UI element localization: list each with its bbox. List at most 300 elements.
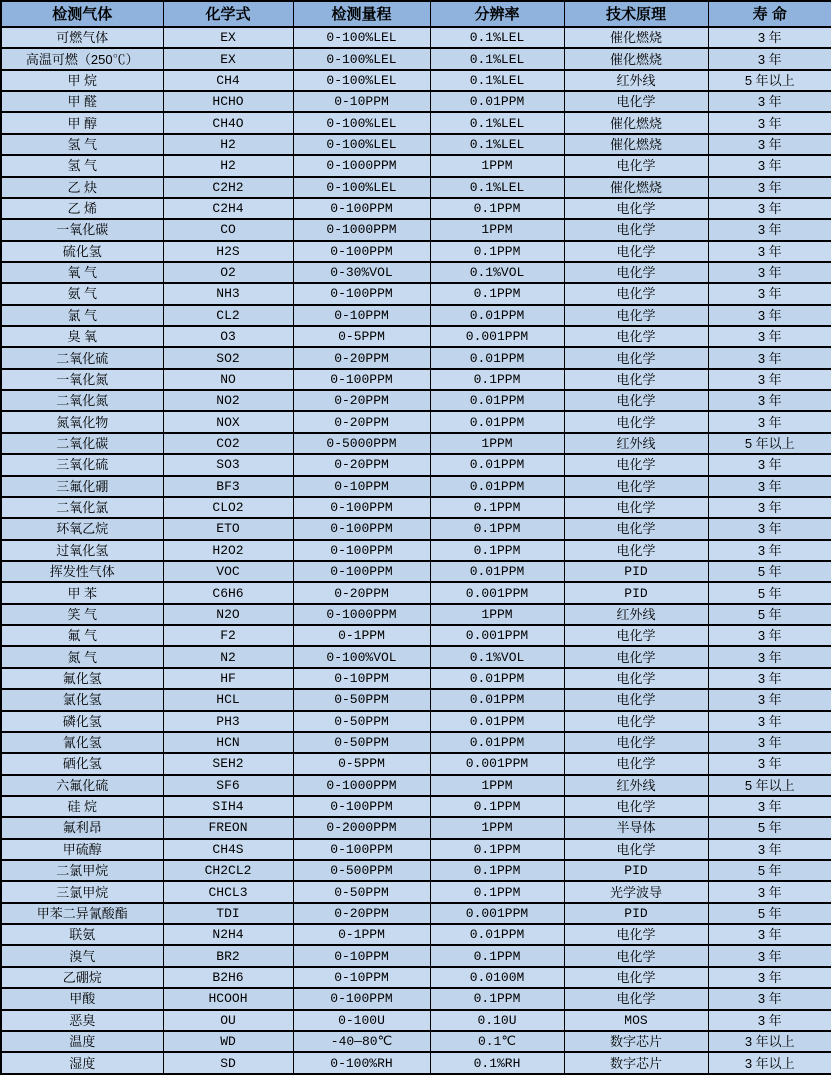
table-cell: 半导体 [564,817,708,838]
table-cell: 红外线 [564,775,708,796]
table-cell: 电化学 [564,711,708,732]
table-cell: N2H4 [163,924,293,945]
table-cell: 0-100%LEL [293,48,430,69]
table-cell: 氧 气 [1,262,163,283]
table-row [1,48,831,69]
table-cell: 氯化氢 [1,689,163,710]
table-cell: 湿度 [1,1052,163,1074]
table-cell: 0.01PPM [430,390,564,411]
table-cell: 1PPM [430,775,564,796]
table-cell: 0.1%LEL [430,177,564,198]
table-cell: 0-100%RH [293,1052,430,1074]
table-cell: 硒化氢 [1,753,163,774]
table-row [1,177,831,198]
table-body [1,27,831,1074]
table-row [1,91,831,112]
table-cell: 0.001PPM [430,753,564,774]
table-cell: 0.01PPM [430,305,564,326]
table-cell: 3 年以上 [708,1052,831,1074]
table-row [1,753,831,774]
table-cell: 电化学 [564,796,708,817]
table-row [1,924,831,945]
table-row [1,70,831,91]
table-row [1,134,831,155]
table-cell: 3 年 [708,839,831,860]
table-cell: 0-10PPM [293,668,430,689]
table-cell: 5 年以上 [708,70,831,91]
table-cell: 3 年 [708,1010,831,1031]
table-row [1,326,831,347]
column-header-resolution: 分辨率 [430,1,564,27]
table-cell: 0-1000PPM [293,604,430,625]
table-cell: 电化学 [564,689,708,710]
table-cell: 二氧化硫 [1,347,163,368]
table-cell: 3 年 [708,219,831,240]
table-cell: 3 年以上 [708,1031,831,1052]
table-cell: O2 [163,262,293,283]
table-cell: 0-1PPM [293,924,430,945]
table-row [1,945,831,966]
table-cell: 电化学 [564,518,708,539]
table-cell: 乙 烯 [1,198,163,219]
table-cell: NO [163,369,293,390]
table-cell: 0-50PPM [293,689,430,710]
table-cell: 3 年 [708,347,831,368]
column-header-formula: 化学式 [163,1,293,27]
table-cell: 3 年 [708,732,831,753]
table-cell: 电化学 [564,668,708,689]
table-cell: 0.1PPM [430,241,564,262]
table-cell: 0.1PPM [430,860,564,881]
table-cell: FREON [163,817,293,838]
table-cell: 0-20PPM [293,903,430,924]
table-header-row [1,1,831,27]
table-cell: 0.0100M [430,967,564,988]
table-cell: 0.1PPM [430,839,564,860]
table-cell: 3 年 [708,177,831,198]
table-cell: N2O [163,604,293,625]
table-cell: 数字芯片 [564,1052,708,1074]
table-cell: 0.001PPM [430,625,564,646]
table-cell: 氢 气 [1,134,163,155]
table-cell: HCOOH [163,988,293,1009]
table-cell: NOX [163,411,293,432]
table-cell: 5 年以上 [708,775,831,796]
table-cell: SO2 [163,347,293,368]
table-cell: 0-20PPM [293,390,430,411]
table-cell: 3 年 [708,305,831,326]
table-row [1,112,831,133]
table-row [1,497,831,518]
table-cell: 0-50PPM [293,881,430,902]
table-cell: 0.01PPM [430,411,564,432]
table-cell: 电化学 [564,839,708,860]
table-cell: 0.1%VOL [430,646,564,667]
table-cell: 0-100PPM [293,561,430,582]
table-cell: 3 年 [708,689,831,710]
table-cell: 0-5PPM [293,326,430,347]
table-cell: 0-5PPM [293,753,430,774]
table-cell: 电化学 [564,497,708,518]
table-cell: F2 [163,625,293,646]
table-cell: NO2 [163,390,293,411]
table-cell: 氮 气 [1,646,163,667]
table-row [1,433,831,454]
table-cell: 臭 氧 [1,326,163,347]
table-cell: TDI [163,903,293,924]
table-cell: 3 年 [708,411,831,432]
table-cell: 0.001PPM [430,582,564,603]
table-cell: 3 年 [708,497,831,518]
table-cell: 挥发性气体 [1,561,163,582]
table-row [1,604,831,625]
table-cell: 0.1PPM [430,945,564,966]
table-cell: HCN [163,732,293,753]
table-cell: 5 年 [708,561,831,582]
table-cell: B2H6 [163,967,293,988]
table-cell: 3 年 [708,988,831,1009]
table-cell: WD [163,1031,293,1052]
table-cell: 乙硼烷 [1,967,163,988]
table-cell: 3 年 [708,91,831,112]
table-cell: 电化学 [564,924,708,945]
table-cell: PH3 [163,711,293,732]
table-row [1,454,831,475]
table-cell: 0.1%LEL [430,112,564,133]
table-cell: 0.01PPM [430,454,564,475]
table-cell: 0.1%LEL [430,134,564,155]
table-cell: 0-20PPM [293,411,430,432]
table-cell: 3 年 [708,134,831,155]
table-cell: 1PPM [430,433,564,454]
table-cell: 电化学 [564,91,708,112]
table-row [1,540,831,561]
table-cell: 磷化氢 [1,711,163,732]
table-cell: 3 年 [708,540,831,561]
table-row [1,988,831,1009]
table-cell: 电化学 [564,347,708,368]
table-row [1,1010,831,1031]
table-cell: 0.1PPM [430,881,564,902]
table-row [1,646,831,667]
table-cell: 电化学 [564,967,708,988]
table-cell: HF [163,668,293,689]
table-row [1,283,831,304]
table-cell: 0-1PPM [293,625,430,646]
table-cell: 5 年以上 [708,433,831,454]
table-cell: 电化学 [564,988,708,1009]
table-cell: 0.1PPM [430,497,564,518]
table-cell: 0-100%LEL [293,134,430,155]
table-cell: 电化学 [564,219,708,240]
table-cell: 电化学 [564,945,708,966]
table-cell: CH4S [163,839,293,860]
table-cell: 氟 气 [1,625,163,646]
table-cell: PID [564,860,708,881]
table-cell: SO3 [163,454,293,475]
table-cell: 0-20PPM [293,582,430,603]
table-row [1,27,831,48]
table-cell: 0-20PPM [293,347,430,368]
table-cell: 3 年 [708,369,831,390]
table-cell: 1PPM [430,155,564,176]
table-cell: 红外线 [564,604,708,625]
table-cell: 氯 气 [1,305,163,326]
table-row [1,262,831,283]
table-cell: 电化学 [564,540,708,561]
table-row [1,390,831,411]
table-cell: 电化学 [564,241,708,262]
table-cell: 笑 气 [1,604,163,625]
table-row [1,198,831,219]
table-row [1,476,831,497]
table-row [1,241,831,262]
table-cell: NH3 [163,283,293,304]
table-cell: 1PPM [430,219,564,240]
table-cell: 3 年 [708,967,831,988]
table-cell: C6H6 [163,582,293,603]
table-row [1,155,831,176]
table-cell: 电化学 [564,305,708,326]
table-cell: 0.01PPM [430,668,564,689]
table-cell: 0.1%LEL [430,70,564,91]
table-cell: 氰化氢 [1,732,163,753]
table-cell: 0.01PPM [430,347,564,368]
table-cell: 3 年 [708,454,831,475]
table-cell: 0-100PPM [293,198,430,219]
table-cell: PID [564,561,708,582]
table-row [1,967,831,988]
table-cell: 氟利昂 [1,817,163,838]
table-cell: 甲 醛 [1,91,163,112]
column-header-gas: 检测气体 [1,1,163,27]
table-cell: 3 年 [708,155,831,176]
table-cell: 0.1%RH [430,1052,564,1074]
table-cell: CL2 [163,305,293,326]
table-cell: 0.1℃ [430,1031,564,1052]
table-cell: 0.01PPM [430,476,564,497]
table-cell: 甲硫醇 [1,839,163,860]
column-header-range: 检测量程 [293,1,430,27]
table-cell: CH2CL2 [163,860,293,881]
table-cell: SEH2 [163,753,293,774]
table-cell: 3 年 [708,518,831,539]
table-cell: 二氯甲烷 [1,860,163,881]
table-cell: BF3 [163,476,293,497]
table-cell: 可燃气体 [1,27,163,48]
table-cell: 0-10PPM [293,476,430,497]
table-cell: 0.10U [430,1010,564,1031]
table-cell: 0.1%LEL [430,27,564,48]
table-cell: 电化学 [564,369,708,390]
table-cell: 3 年 [708,27,831,48]
table-cell: CHCL3 [163,881,293,902]
table-cell: 0-20PPM [293,454,430,475]
table-cell: 0-100PPM [293,241,430,262]
table-cell: 0-100PPM [293,540,430,561]
table-cell: 0-100PPM [293,369,430,390]
table-cell: 环氧乙烷 [1,518,163,539]
table-cell: 红外线 [564,70,708,91]
table-cell: 电化学 [564,262,708,283]
table-cell: 0-2000PPM [293,817,430,838]
table-cell: 3 年 [708,668,831,689]
table-row [1,903,831,924]
table-cell: 0-100%VOL [293,646,430,667]
table-cell: 5 年 [708,604,831,625]
table-cell: 二氧化碳 [1,433,163,454]
table-row [1,817,831,838]
table-row [1,305,831,326]
table-cell: 甲 烷 [1,70,163,91]
table-row [1,369,831,390]
table-cell: 催化燃烧 [564,177,708,198]
table-cell: HCHO [163,91,293,112]
table-cell: OU [163,1010,293,1031]
table-cell: C2H4 [163,198,293,219]
table-cell: 三氯甲烷 [1,881,163,902]
table-cell: 0-100PPM [293,796,430,817]
table-cell: 0.1PPM [430,988,564,1009]
table-row [1,347,831,368]
table-cell: 六氟化硫 [1,775,163,796]
table-cell: 电化学 [564,625,708,646]
table-cell: 0-10PPM [293,91,430,112]
table-cell: 电化学 [564,326,708,347]
table-cell: 3 年 [708,390,831,411]
table-cell: CO2 [163,433,293,454]
table-cell: HCL [163,689,293,710]
table-cell: 甲 苯 [1,582,163,603]
table-row [1,625,831,646]
table-cell: VOC [163,561,293,582]
table-cell: EX [163,27,293,48]
table-cell: 三氧化硫 [1,454,163,475]
table-cell: 0.1PPM [430,198,564,219]
table-cell: 5 年 [708,860,831,881]
table-cell: 0-100PPM [293,839,430,860]
table-cell: 3 年 [708,283,831,304]
table-cell: 高温可燃（250℃） [1,48,163,69]
table-cell: O3 [163,326,293,347]
table-cell: SF6 [163,775,293,796]
table-cell: 0.01PPM [430,689,564,710]
table-row [1,219,831,240]
table-cell: 催化燃烧 [564,27,708,48]
table-cell: 溴气 [1,945,163,966]
table-cell: 3 年 [708,326,831,347]
table-cell: -40—80℃ [293,1031,430,1052]
table-cell: SIH4 [163,796,293,817]
table-cell: 氢 气 [1,155,163,176]
table-cell: 0-100PPM [293,518,430,539]
column-header-lifespan: 寿 命 [708,1,831,27]
table-cell: PID [564,903,708,924]
table-cell: 电化学 [564,155,708,176]
table-row [1,411,831,432]
table-cell: 催化燃烧 [564,112,708,133]
table-cell: 0-100U [293,1010,430,1031]
table-cell: 红外线 [564,433,708,454]
table-row [1,518,831,539]
table-cell: 3 年 [708,945,831,966]
table-cell: 数字芯片 [564,1031,708,1052]
table-cell: 1PPM [430,817,564,838]
table-cell: H2 [163,155,293,176]
table-cell: 0.1PPM [430,369,564,390]
table-cell: 3 年 [708,241,831,262]
table-row [1,689,831,710]
table-cell: 0-100%LEL [293,70,430,91]
table-cell: EX [163,48,293,69]
table-row [1,1052,831,1074]
table-cell: 电化学 [564,411,708,432]
table-cell: 氟化氢 [1,668,163,689]
table-cell: 0-100%LEL [293,177,430,198]
table-cell: 电化学 [564,283,708,304]
table-cell: 3 年 [708,646,831,667]
table-cell: 联氨 [1,924,163,945]
table-cell: 0-50PPM [293,711,430,732]
table-cell: CO [163,219,293,240]
table-cell: 5 年 [708,582,831,603]
table-cell: 过氧化氢 [1,540,163,561]
table-cell: C2H2 [163,177,293,198]
table-cell: 0.01PPM [430,561,564,582]
table-cell: 恶臭 [1,1010,163,1031]
table-cell: 0-1000PPM [293,155,430,176]
table-cell: MOS [564,1010,708,1031]
table-cell: 0.01PPM [430,91,564,112]
table-cell: 0-100%LEL [293,112,430,133]
table-cell: CH4O [163,112,293,133]
table-cell: 3 年 [708,753,831,774]
table-cell: 0.01PPM [430,732,564,753]
table-cell: 0-5000PPM [293,433,430,454]
table-cell: 0-10PPM [293,967,430,988]
table-cell: 3 年 [708,625,831,646]
table-cell: 甲 醇 [1,112,163,133]
table-cell: 甲苯二异氰酸酯 [1,903,163,924]
table-cell: 0.1PPM [430,540,564,561]
table-cell: H2O2 [163,540,293,561]
table-cell: CLO2 [163,497,293,518]
table-cell: 0-10PPM [293,305,430,326]
table-cell: 电化学 [564,753,708,774]
table-row [1,732,831,753]
table-cell: 甲酸 [1,988,163,1009]
table-cell: 硫化氢 [1,241,163,262]
table-cell: 3 年 [708,476,831,497]
table-cell: 电化学 [564,476,708,497]
table-row [1,881,831,902]
table-cell: 3 年 [708,796,831,817]
table-row [1,775,831,796]
table-cell: 催化燃烧 [564,134,708,155]
table-cell: 电化学 [564,454,708,475]
table-cell: 5 年 [708,903,831,924]
table-cell: 3 年 [708,711,831,732]
table-cell: 0-100PPM [293,283,430,304]
table-cell: H2S [163,241,293,262]
table-cell: 0-30%VOL [293,262,430,283]
table-cell: 氮氧化物 [1,411,163,432]
table-cell: 0.1PPM [430,283,564,304]
table-cell: 0-100PPM [293,988,430,1009]
table-cell: 0-1000PPM [293,219,430,240]
table-cell: 氨 气 [1,283,163,304]
table-row [1,668,831,689]
